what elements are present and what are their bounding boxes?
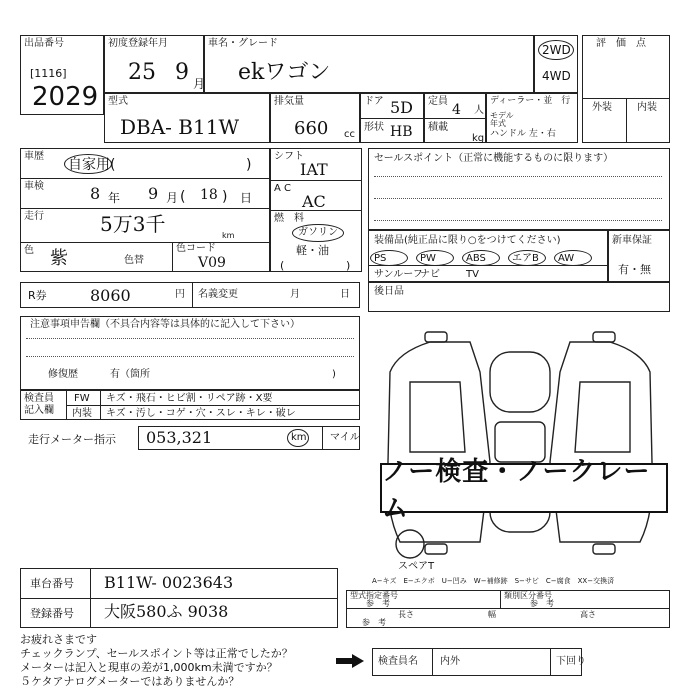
equipment-circle [462,250,500,266]
drive-4wd: 4WD [542,69,571,83]
ref1-label: 参 考 [366,599,390,608]
inspector-name-value: 内外 [440,656,460,667]
insp-year: 8 [90,184,101,203]
name-change-day: 日 [340,289,350,300]
first-reg-month: 9 [175,60,189,85]
displacement-value: 660 [294,118,329,139]
notes-line1 [26,338,354,339]
kg-unit: kg [472,133,485,144]
odometer-km: km [291,432,307,443]
height-label: 高さ [580,610,596,619]
fuel-label: 燃 料 [274,213,304,224]
door-value: 5D [390,98,414,117]
insp-paren-close: ) [222,189,228,205]
ie-h1 [66,405,360,406]
no-inspection-stamp: ノー検査・ノークレーム [380,463,668,513]
lower-label: 下回り [556,656,586,667]
shift-label: シフト [274,151,304,162]
recycle-divider [192,282,193,308]
ac-value: AC [302,192,326,211]
equipment-item: AW [558,253,575,264]
lot-label: 出品番号 [24,38,64,49]
backseat-box [368,282,670,312]
fuel-paren-close: ) [346,259,351,272]
footer-line4: ５ケタアナログメーターではありませんか？ [20,675,240,688]
iname-v2 [550,648,551,676]
chassis-divider [20,598,338,599]
equipment-circle [416,250,454,266]
mileage-km: km [222,231,235,240]
remarks-v1 [500,590,501,608]
rating-label: 評 価 点 [596,38,646,49]
odometer-value: 053,321 [146,428,213,447]
shape-label: 形状 [364,122,384,133]
first-reg-year: 25 [128,60,156,85]
footer-line3: メーターは記入と現車の差が1,000km未満ですか？ [20,661,278,674]
color-code-value: V09 [198,255,226,271]
exterior-label: 外装 [592,102,612,113]
recycle-box [20,282,360,308]
lot-code: [1116] [30,67,67,80]
warranty-label: 新車保証 [612,235,652,246]
spare-tire-icon [396,530,424,558]
category-label: 車歴 [24,151,44,162]
equipment-circle [554,250,592,266]
notes-label: 注意事項申告欄（不具合内容等は具体的に記入して下さい） [30,319,300,330]
notes-line2 [26,356,354,357]
ac-label: A C [274,183,292,194]
insp-month-unit: 月 [166,191,179,205]
footer-line2: チェックランプ、セールスポイント等は正常でしたか？ [20,647,293,660]
insp-day: 18 [200,187,218,203]
lot-number: 2029 [32,82,99,112]
first-reg-month-unit: 月 [193,77,206,91]
interior-entry-text: キズ・汚し・コゲ・穴・スレ・キレ・破レ [106,408,296,419]
inspection-label: 車検 [24,181,44,192]
recycle-amount: 8060 [90,286,131,305]
car-name: ekワゴン [238,60,331,85]
vehicle-line2 [20,208,270,209]
iname-v1 [432,648,433,676]
inspector-name-label: 検査員名 [378,656,418,667]
color-label: 色 [24,245,34,256]
shape-value: HB [390,124,413,140]
sales-point-label: セールスポイント（正常に機能するものに限ります） [374,153,614,164]
format-label: 型式指定番号 [350,591,398,600]
capacity-unit: 人 [474,105,484,116]
equipment-circle [370,250,408,266]
name-change-label: 名義変更 [198,289,238,300]
equipment-item: TV [466,269,479,280]
equipment-item: サンルーフ [374,269,423,280]
model-year-label: モデル年式 [490,111,514,128]
spare-label: スペアT [398,561,435,572]
insp-paren-open: ( [180,189,186,205]
class-label: 類別区分番号 [504,591,552,600]
fuel-light-oil: 軽・油 [296,244,329,257]
fuel-gasoline: ガソリン [298,227,338,238]
drive-2wd: 2WD [542,43,571,57]
door-label: ドア [364,96,384,107]
category-value: 自家用( [68,157,116,173]
footer-line1: お疲れさまです [20,633,97,646]
insp-day-unit: 日 [240,191,253,205]
chassis-label: 車台番号 [30,577,74,590]
reg-value: 大阪580ふ 9038 [104,602,229,621]
color-divider [172,242,173,272]
inspector-entry-label: 検査員記入欄 [24,393,54,416]
equipment-item: PS [374,253,387,264]
category-close: ) [246,157,252,173]
chassis-value: B11W- 0023643 [104,573,234,592]
equipment-item: ABS [466,253,486,264]
sales-line2 [374,198,662,199]
equipment-item: ナビ [420,269,440,280]
dealer-label: ディーラー・並 行 [490,96,571,106]
equipment-item: エアB [512,253,539,264]
insp-year-unit: 年 [108,191,121,205]
sales-line1 [374,176,662,177]
repair-label: 修復歴 [48,369,78,380]
odometer-mile: マイル [330,432,360,443]
remarks-divider [346,608,670,609]
capacity-label: 定員 [428,96,448,107]
shift-line2 [270,210,362,211]
reg-label: 登録番号 [30,607,74,620]
color-value: 紫 [50,248,68,269]
color-change-label: 色替 [124,255,144,266]
fw-text: キズ・飛石・ヒビ割・リペア跡・X要 [106,393,273,404]
length-label: 長さ [398,610,414,619]
first-reg-label: 初度登録年月 [108,38,168,49]
car-name-label: 車名・グレード [208,38,278,49]
model-value: DBA- B11W [120,115,239,139]
insp-month: 9 [148,184,159,203]
load-label: 積載 [428,122,448,133]
repair-value: 有（箇所 [110,369,150,380]
ref1b-label: 参 考 [530,599,554,608]
fw-label: FW [74,393,90,404]
name-change-month: 月 [290,289,300,300]
odometer-label: 走行メーター指示 [28,433,116,446]
color-code-label: 色コード [176,243,216,254]
backseat-label: 後日品 [374,286,404,297]
equipment-item: PW [420,253,436,264]
mileage-label: 走行 [24,211,44,222]
mileage-value: 5万3千 [100,212,166,236]
equipment-circle [508,250,546,266]
sales-line3 [374,220,662,221]
handle-label: ハンドル 左・右 [490,129,556,139]
width-label: 幅 [488,610,496,619]
repair-close: ) [332,369,336,380]
capacity-value: 4 [452,102,461,118]
recycle-label: R券 [28,289,47,302]
damage-legend: A−キズ E−エクボ U−凹み W−補修跡 S−サビ C−腐食 XX−交換済 [372,577,615,585]
ref2-label: 参 考 [362,618,386,627]
equipment-label: 装備品(純正品に限り○をつけてください) [374,235,561,246]
recycle-yen: 円 [175,289,185,300]
chassis-vdivider [90,568,91,628]
warranty-options: 有・無 [618,263,651,276]
interior-entry-label: 内装 [72,408,92,419]
interior-label: 内装 [637,102,657,113]
shift-value: IAT [300,160,328,179]
vehicle-line3 [20,242,270,243]
odo-divider [322,426,323,450]
model-label: 型式 [108,96,128,107]
fuel-paren-open: ( [280,259,285,272]
rating-vdivider [626,98,627,143]
cc-unit: cc [344,129,355,140]
shift-line1 [270,180,362,181]
vehicle-line1 [20,178,270,179]
displacement-label: 排気量 [274,96,304,107]
arrow-right-icon [336,654,364,668]
